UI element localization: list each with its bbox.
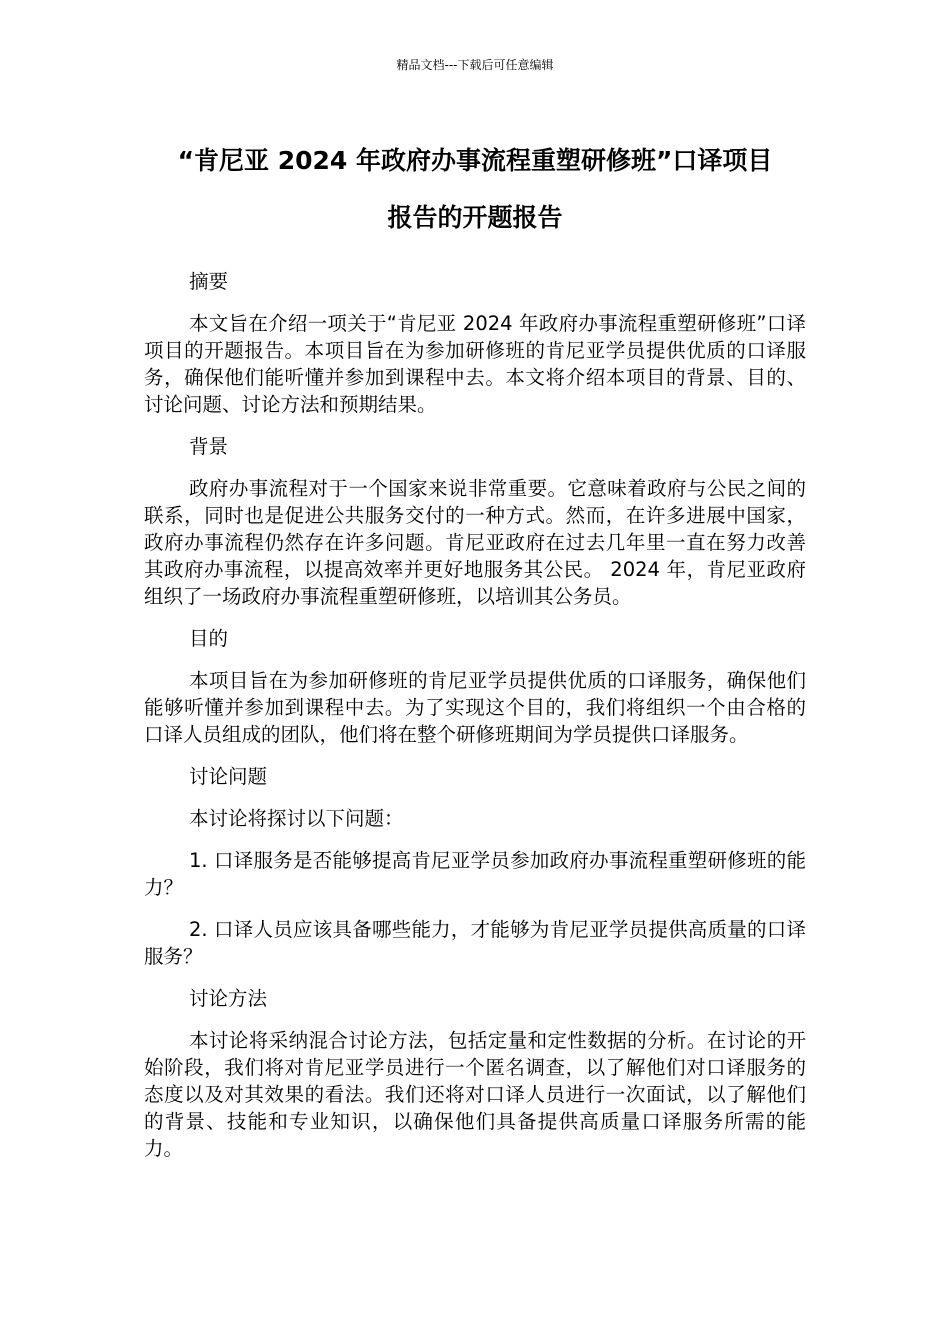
title-line-2: 报告的开题报告 bbox=[387, 203, 563, 232]
abstract-heading: 摘要 bbox=[189, 270, 229, 293]
question-item-2: 2. 口译人员应该具备哪些能力，才能够为肯尼亚学员提供高质量的口译服务？ bbox=[144, 918, 806, 968]
abstract-paragraph: 本文旨在介绍一项关于“肯尼亚 2024 年政府办事流程重塑研修班”口译项目的开题报告。本项目旨在为参加研修班的肯尼亚学员提供优质的口译服务，确保他们能听懂并参加到课程中去。本文将介绍本项目的背景、目的、讨论问题、讨论方法和预期结果。 bbox=[144, 312, 806, 416]
document-title bbox=[120, 132, 830, 246]
methods-paragraph: 本讨论将采纳混合讨论方法，包括定量和定性数据的分析。在讨论的开始阶段，我们将对肯尼亚学员进行一个匿名调查，以了解他们对口译服务的态度以及对其效果的看法。我们还将对口译人员进行一次面试，以了解他们的背景、技能和专业知识，以确保他们具备提供高质量口译服务所需的能力。 bbox=[144, 1029, 806, 1160]
purpose-paragraph: 本项目旨在为参加研修班的肯尼亚学员提供优质的口译服务，确保他们能够听懂并参加到课程中去。为了实现这个目的，我们将组织一个由合格的口译人员组成的团队，他们将在整个研修班期间为学员提供口译服务。 bbox=[144, 669, 806, 746]
methods-heading: 讨论方法 bbox=[189, 987, 268, 1010]
page-header: 精品文档---下载后可任意编辑 bbox=[396, 58, 554, 72]
questions-heading: 讨论问题 bbox=[189, 765, 268, 788]
question-item-1: 1. 口译服务是否能够提高肯尼亚学员参加政府办事流程重塑研修班的能力？ bbox=[144, 849, 806, 899]
document-body bbox=[144, 268, 806, 1177]
title-line-1: “肯尼亚 2024 年政府办事流程重塑研修班”口译项目 bbox=[177, 146, 773, 175]
background-paragraph: 政府办事流程对于一个国家来说非常重要。它意味着政府与公民之间的联系，同时也是促进公共服务交付的一种方式。然而，在许多进展中国家，政府办事流程仍然存在许多问题。肯尼亚政府在过去几年里一直在努力改善其政府办事流程，以提高效率并更好地服务其公民。 2024 年，肯尼亚政府组织了一场政府办事流程重塑研修班，以培训其公务员。 bbox=[144, 477, 806, 608]
background-heading: 背景 bbox=[189, 435, 229, 458]
purpose-heading: 目的 bbox=[189, 627, 229, 650]
questions-intro: 本讨论将探讨以下问题： bbox=[189, 807, 404, 830]
